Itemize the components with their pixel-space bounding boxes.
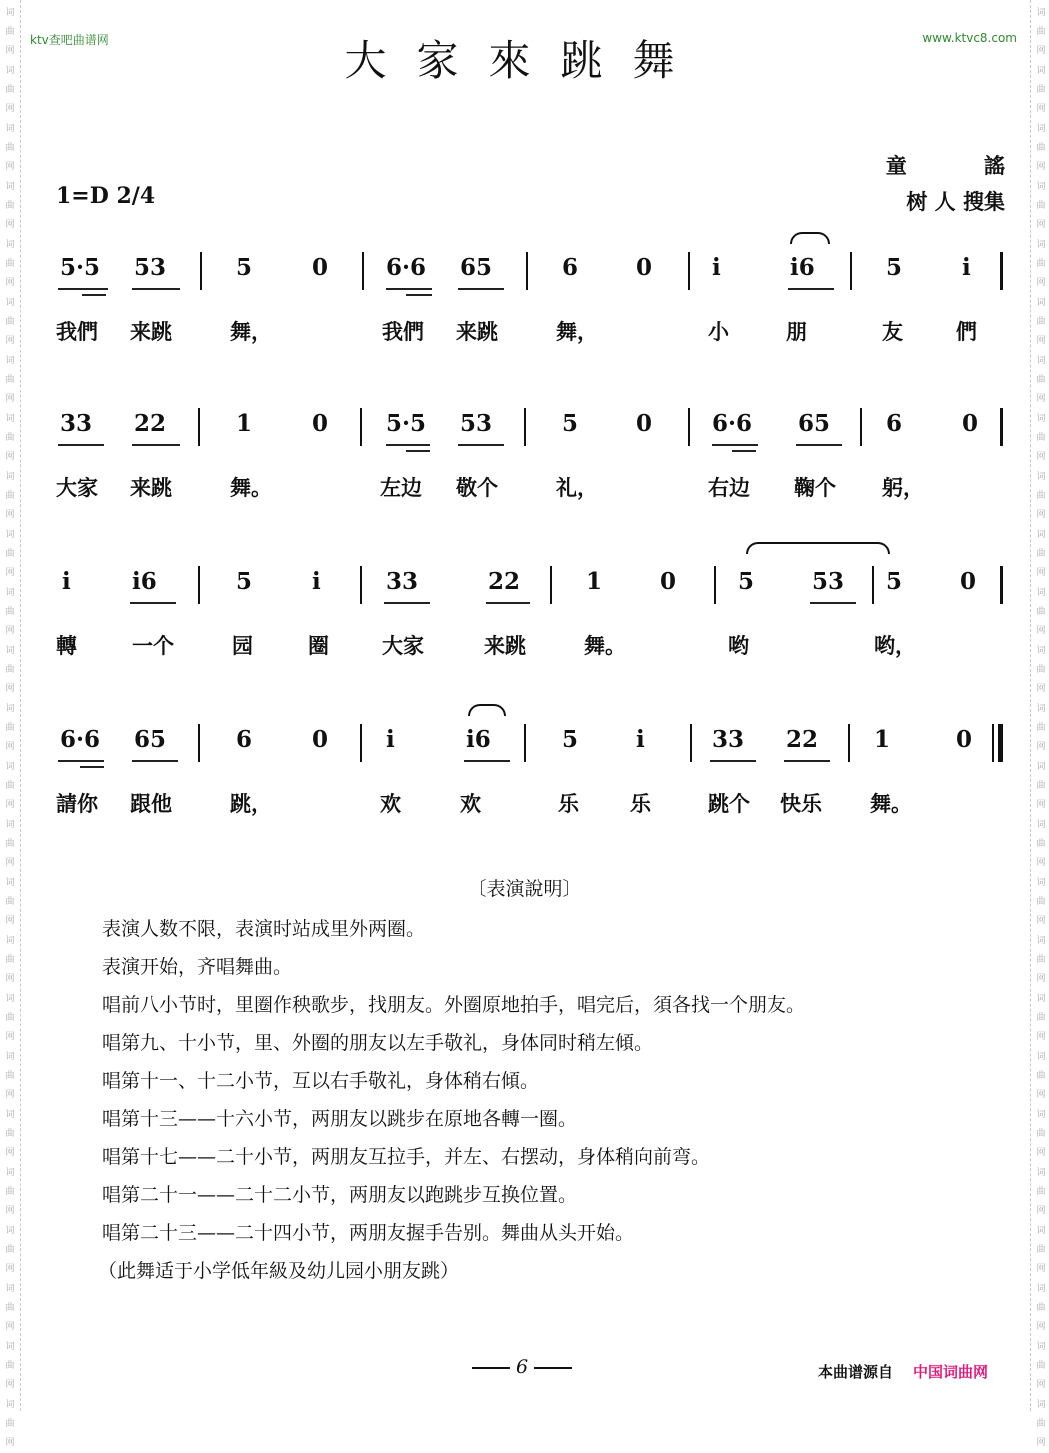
note: 65 [460,254,493,281]
underline [82,294,106,296]
lyric: 鞠个 [794,476,836,500]
lyric: 一个 [132,634,174,658]
note: 6 [886,410,903,437]
explanation-line: 唱第二十一——二十二小节，两朋友以跑跳步互换位置。 [102,1184,578,1206]
bar-line [1000,252,1003,290]
lyric: 請你 [56,792,98,816]
final-bar-thick [998,724,1003,762]
side-watermark-label: 词 曲 网 [5,1400,15,1448]
bar-line [526,252,528,290]
side-watermark-label: 词 曲 网 [5,588,15,636]
side-watermark-label: 词 曲 网 [5,414,15,462]
note: 33 [60,410,93,437]
note: i6 [790,254,815,281]
side-watermark-label: 词 曲 网 [5,124,15,172]
bar-line [200,252,202,290]
explanation-line: 唱第二十三——二十四小节，两朋友握手告别。舞曲从头开始。 [102,1222,635,1244]
bar-line [1000,408,1003,446]
explanation-line: 唱第十七——二十小节，两朋友互拉手，并左、右摆动，身体稍向前弯。 [102,1146,711,1168]
underline [58,760,104,762]
underline [386,444,430,446]
underline [712,444,758,446]
underline [458,444,504,446]
side-watermark-label: 词 曲 网 [5,646,15,694]
note: 5 [886,254,903,281]
explanation-line: 唱第九、十小节，里、外圈的朋友以左手敬礼，身体同时稍左傾。 [102,1032,654,1054]
collector-credit: 树 人 搜集 [906,190,1005,214]
bar-line [360,566,362,604]
lyric: 舞。 [584,634,626,658]
underline [130,602,176,604]
lyric: 們 [956,320,977,344]
note: 0 [636,410,653,437]
side-watermark-label: 词 曲 网 [1036,8,1046,56]
lyric: 我們 [56,320,98,344]
bar-line [714,566,716,604]
note: 53 [134,254,167,281]
explanation-line: 唱第十一、十二小节，互以右手敬礼，身体稍右傾。 [102,1070,540,1092]
note: 5·5 [60,254,101,281]
explanation-body [98,916,806,1296]
side-watermark-label: 词 曲 网 [5,472,15,520]
note: i6 [466,726,491,753]
note: i [712,254,721,281]
underline [464,760,510,762]
bar-line [524,408,526,446]
side-watermark-label: 词 曲 网 [5,66,15,114]
note: 0 [960,568,977,595]
lyric: 敬个 [456,476,498,500]
note: 5 [562,410,579,437]
note: 6 [236,726,253,753]
lyric: 舞。 [870,792,912,816]
side-watermark-label: 词 曲 网 [5,762,15,810]
note: 6 [562,254,579,281]
bar-line [850,252,852,290]
bar-line [360,408,362,446]
lyric: 圈 [308,634,329,658]
side-watermark-label: 词 曲 网 [1036,240,1046,288]
side-watermark-label: 词 曲 网 [1036,298,1046,346]
note: 0 [312,254,329,281]
side-watermark-label: 词 曲 网 [5,182,15,230]
side-watermark-label: 词 曲 网 [5,1168,15,1216]
side-watermark-label: 词 曲 网 [5,356,15,404]
note: 1 [236,410,253,437]
bar-line [198,724,200,762]
final-bar-thin [992,724,994,762]
explanation-heading: 〔表演說明〕 [467,878,582,900]
note: 53 [812,568,845,595]
note: 22 [786,726,819,753]
note: i [386,726,395,753]
bar-line [360,724,362,762]
underline [132,760,178,762]
lyric: 轉 [56,634,77,658]
underline [132,444,180,446]
note: 5 [886,568,903,595]
note: 6·6 [60,726,101,753]
lyric: 园 [232,634,253,658]
underline [788,288,834,290]
lyric: 哟， [874,634,916,658]
side-watermark-label: 词 曲 网 [1036,1342,1046,1390]
side-watermark-label: 词 曲 网 [1036,588,1046,636]
note: 53 [460,410,493,437]
note: 0 [956,726,973,753]
lyric: 躬， [882,476,924,500]
bar-line [872,566,874,604]
lyric: 乐 [630,792,651,816]
score-line-1 [56,248,1002,368]
lyric: 跳个 [708,792,750,816]
lyric: 小 [708,320,729,344]
side-watermark-label: 词 曲 网 [1036,994,1046,1042]
side-watermark-label: 词 曲 网 [1036,1168,1046,1216]
bar-line [690,724,692,762]
bar-line [688,252,690,290]
side-watermark-label: 词 曲 网 [5,1226,15,1274]
lyric: 大家 [56,476,98,500]
note: 6·6 [712,410,753,437]
side-watermark-label: 词 曲 网 [5,820,15,868]
note: 1 [874,726,891,753]
lyric: 舞， [556,320,598,344]
note: 65 [134,726,167,753]
underline [710,760,756,762]
lyric: 右边 [708,476,750,500]
lyric: 来跳 [130,320,172,344]
lyric: 舞。 [230,476,272,500]
bar-line [198,408,200,446]
tie-arc [790,232,830,244]
side-watermark-label: 词 曲 网 [5,936,15,984]
underline [458,288,504,290]
score-line-3 [56,562,1002,682]
side-watermark-label: 词 曲 网 [1036,936,1046,984]
note: 5 [562,726,579,753]
lyric: 友 [882,320,903,344]
side-watermark-label: 词 曲 网 [1036,182,1046,230]
lyric: 来跳 [456,320,498,344]
side-watermark-label: 词 曲 网 [1036,414,1046,462]
lyric: 乐 [558,792,579,816]
note: 5 [738,568,755,595]
source-label: 本曲谱源自 [818,1363,894,1381]
score-line-4 [56,720,1002,840]
side-watermark-label: 词 曲 网 [5,1110,15,1158]
underline [80,766,104,768]
side-watermark-label: 词 曲 网 [1036,356,1046,404]
bar-line [198,566,200,604]
watermark-right: www.ktvc8.com [922,31,1017,45]
side-watermark-label: 词 曲 网 [1036,124,1046,172]
side-watermark-label: 词 曲 网 [5,1284,15,1332]
genre-credit: 童 謠 [885,154,1005,178]
source-brand-link[interactable]: 中国词曲网 [913,1363,989,1381]
note: 6·6 [386,254,427,281]
left-margin-watermark-strip [0,0,21,1448]
side-watermark-label: 词 曲 网 [5,704,15,752]
note: i [62,568,71,595]
side-watermark-label: 词 曲 网 [1036,820,1046,868]
key-signature: 1=D 2/4 [56,183,156,209]
explanation-line: 表演人数不限，表演时站成里外两圈。 [102,918,426,940]
side-watermark-label: 词 曲 网 [1036,762,1046,810]
lyric: 我們 [382,320,424,344]
explanation-line: 唱前八小节时，里圈作秧歌步，找朋友。外圈原地拍手，唱完后，須各找一个朋友。 [102,994,806,1016]
note: 33 [386,568,419,595]
lyric: 欢 [380,792,401,816]
side-watermark-label: 词 曲 网 [5,8,15,56]
song-title: 大家來跳舞 [344,36,705,85]
side-watermark-label: 词 曲 网 [5,240,15,288]
underline [386,288,432,290]
bar-line [362,252,364,290]
page-number-value: 6 [516,1356,529,1378]
source-attribution [818,1361,988,1382]
underline [486,602,530,604]
lyric: 跳， [230,792,272,816]
tie-arc [746,542,890,554]
lyric: 来跳 [484,634,526,658]
lyric: 朋 [786,320,807,344]
note: 1 [586,568,603,595]
side-watermark-label: 词 曲 网 [1036,704,1046,752]
underline [58,288,108,290]
note: 0 [312,410,329,437]
explanation-line: 表演开始，齐唱舞曲。 [102,956,293,978]
bar-line [1000,566,1003,604]
lyric: 大家 [382,634,424,658]
bar-line [860,408,862,446]
underline [796,444,842,446]
side-watermark-label: 词 曲 网 [1036,1400,1046,1448]
note: i [962,254,971,281]
bar-line [550,566,552,604]
lyric: 来跳 [130,476,172,500]
side-watermark-label: 词 曲 网 [5,530,15,578]
underline [784,760,830,762]
side-watermark-label: 词 曲 网 [5,994,15,1042]
note: i [636,726,645,753]
note: 0 [660,568,677,595]
note: 5·5 [386,410,427,437]
side-watermark-label: 词 曲 网 [1036,1226,1046,1274]
note: 0 [312,726,329,753]
bar-line [524,724,526,762]
side-watermark-label: 词 曲 网 [1036,878,1046,926]
lyric: 舞， [230,320,272,344]
bar-line [848,724,850,762]
side-watermark-label: 词 曲 网 [1036,1110,1046,1158]
side-watermark-label: 词 曲 网 [1036,1052,1046,1100]
underline [132,288,180,290]
lyric: 跟他 [130,792,172,816]
note: i [312,568,321,595]
note: 65 [798,410,831,437]
note: 5 [236,568,253,595]
side-watermark-label: 词 曲 网 [1036,66,1046,114]
note: 22 [488,568,521,595]
dash-decoration [534,1367,572,1369]
explanation-line: 唱第十三——十六小节，两朋友以跳步在原地各轉一圈。 [102,1108,578,1130]
side-watermark-label: 词 曲 网 [1036,646,1046,694]
tie-arc [468,704,506,716]
side-watermark-label: 词 曲 网 [5,878,15,926]
bar-line [688,408,690,446]
lyric: 欢 [460,792,481,816]
underline [58,444,104,446]
side-watermark-label: 词 曲 网 [5,298,15,346]
lyric: 哟 [728,634,749,658]
underline [384,602,430,604]
note: 5 [236,254,253,281]
page-number [466,1356,578,1378]
underline [732,450,756,452]
right-margin-watermark-strip [1030,0,1049,1448]
dash-decoration [472,1367,510,1369]
watermark-left: ktv查吧曲谱网 [30,33,109,47]
underline [406,294,432,296]
underline [810,602,856,604]
score-line-2 [56,404,1002,524]
underline [406,450,430,452]
explanation-note: （此舞适于小学低年級及幼儿园小朋友跳） [98,1260,460,1282]
side-watermark-label: 词 曲 网 [1036,530,1046,578]
side-watermark-label: 词 曲 网 [1036,472,1046,520]
note: 0 [962,410,979,437]
side-watermark-label: 词 曲 网 [5,1052,15,1100]
side-watermark-label: 词 曲 网 [5,1342,15,1390]
side-watermark-label: 词 曲 网 [1036,1284,1046,1332]
note: 33 [712,726,745,753]
lyric: 左边 [380,476,422,500]
note: 22 [134,410,167,437]
lyric: 快乐 [780,792,822,816]
note: 0 [636,254,653,281]
note: i6 [132,568,157,595]
lyric: 礼， [556,476,598,500]
